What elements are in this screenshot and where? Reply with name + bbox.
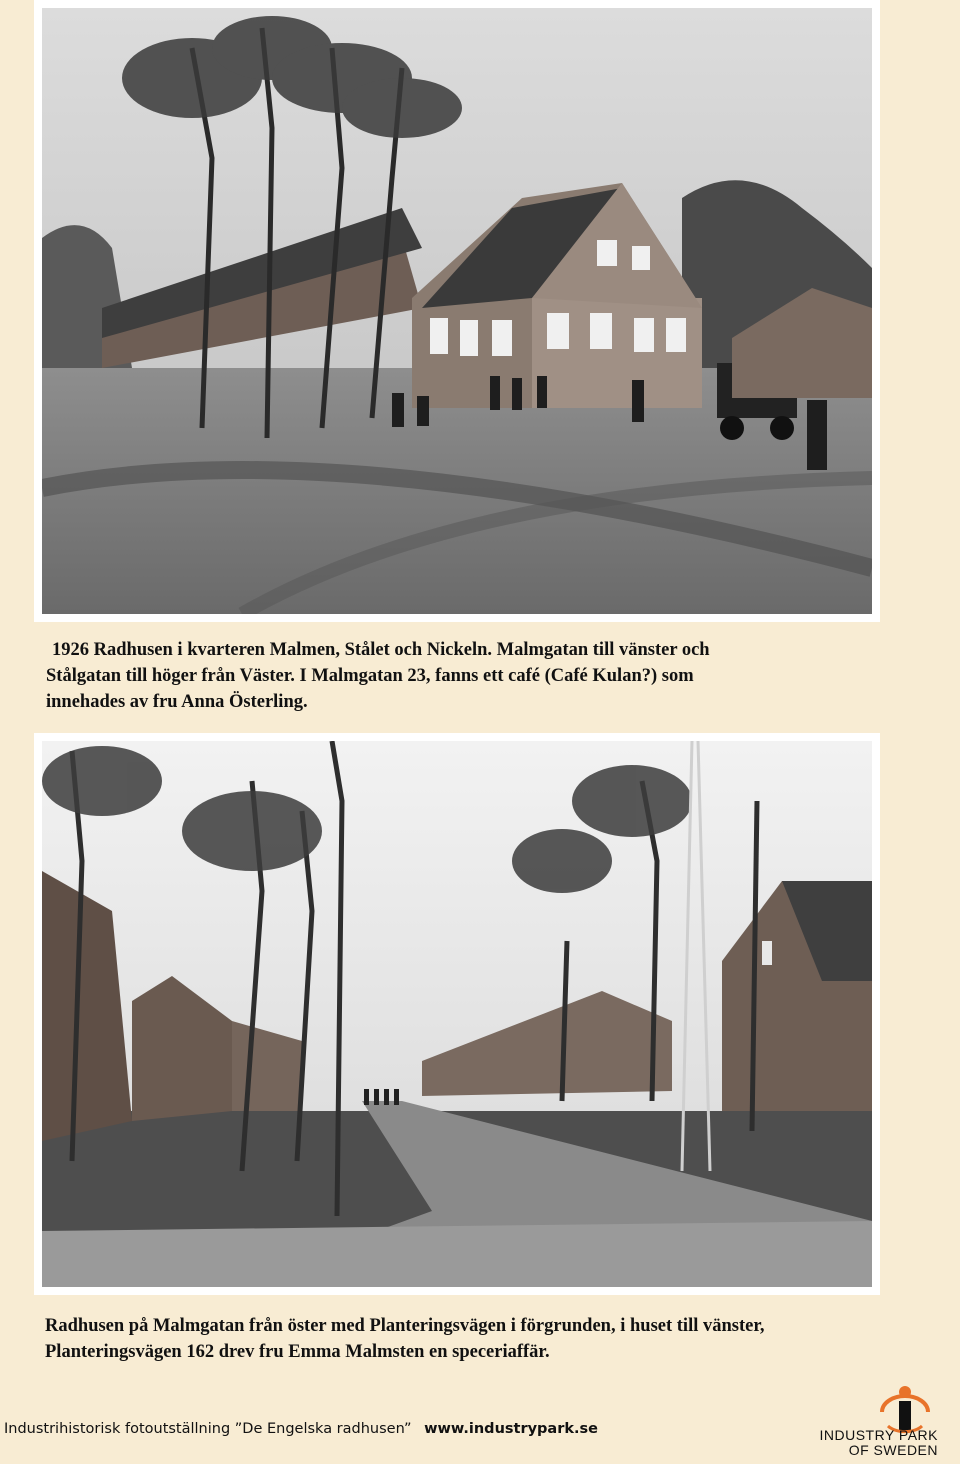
exhibition-title: Industrihistorisk fotoutställning ”De Engelska radhusen” bbox=[4, 1421, 412, 1437]
photo-frame-2 bbox=[34, 733, 880, 1295]
photo-1-caption-line-2: Stålgatan till höger från Väster. I Malmgatan 23, fanns ett café (Café Kulan?) som bbox=[46, 666, 694, 686]
photo-1-caption-line-1: 1926 Radhusen i kvarteren Malmen, Stålet och Nickeln. Malmgatan till vänster och bbox=[52, 640, 710, 660]
industry-park-logo bbox=[804, 1384, 960, 1460]
footer bbox=[4, 1421, 598, 1437]
logo-text bbox=[819, 1428, 938, 1458]
photo-1-caption-line-3: innehades av fru Anna Österling. bbox=[46, 692, 308, 712]
photo-2-caption-line-1: Radhusen på Malmgatan från öster med Planteringsvägen i förgrunden, i huset till vänster, bbox=[45, 1316, 765, 1336]
logo-line-1: INDUSTRY PARK bbox=[819, 1427, 938, 1443]
photo-frame-1 bbox=[34, 0, 880, 622]
photo-2-caption bbox=[45, 1313, 945, 1365]
photo-radhusen-malmgatan-fran-oster bbox=[42, 741, 872, 1287]
photo-1-image bbox=[42, 8, 872, 614]
photo-1-caption bbox=[46, 637, 876, 715]
photo-2-caption-line-2: Planteringsvägen 162 drev fru Emma Malmsten en speceriaffär. bbox=[45, 1342, 550, 1362]
website-link[interactable]: www.industrypark.se bbox=[424, 1421, 598, 1437]
logo-line-2: OF SWEDEN bbox=[848, 1442, 938, 1458]
photo-1926-radhusen-malmen bbox=[42, 8, 872, 614]
photo-2-image bbox=[42, 741, 872, 1287]
